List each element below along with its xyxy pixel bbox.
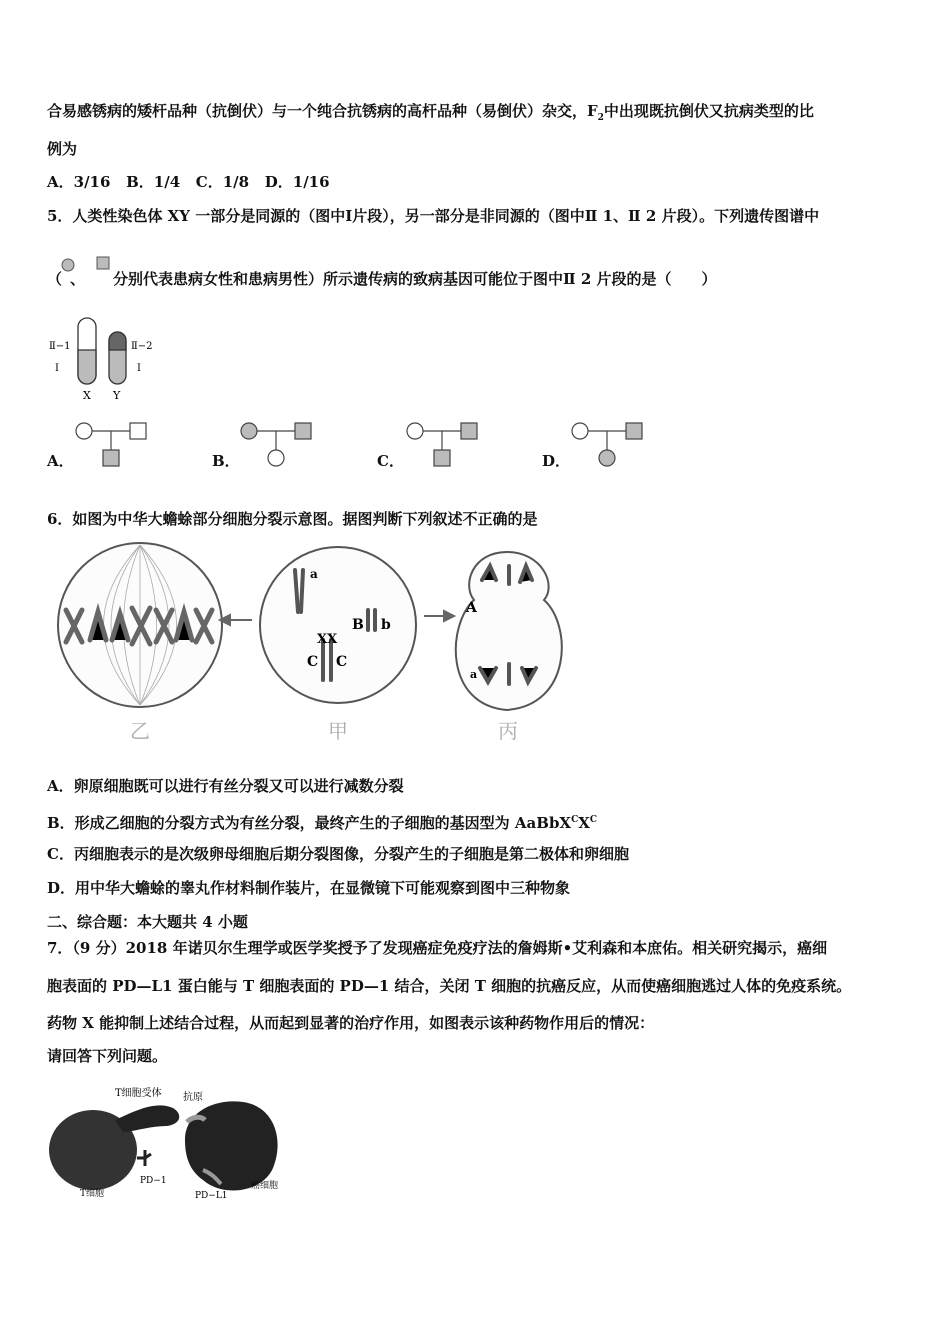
section2-heading: 二、综合题：本大题共 4 小题 [47,913,248,931]
pedigree-b [237,418,317,470]
q6-stem: 6．如图为中华大蟾蜍部分细胞分裂示意图。据图判断下列叙述不正确的是 [47,510,538,528]
q5-option-b[interactable]: B． [212,452,240,470]
affected-male-icon [97,257,109,269]
q6-option-c[interactable]: C．丙细胞表示的是次级卵母细胞后期分裂图像，分裂产生的子细胞是第二极体和卵细胞 [47,845,629,863]
t-cell-receptor [115,1105,179,1132]
arrow-left-icon [220,615,252,625]
xy-chromosome-figure [45,312,165,404]
label-yi: 乙 [130,719,150,743]
q7-line1: 7．（9 分）2018 年诺贝尔生理学或医学奖授予了发现癌症免疫疗法的詹姆斯•艾利森和本庶佑。相关研究揭示，癌细 [47,939,828,957]
tcell-cancer-figure [45,1080,285,1205]
q5-option-a[interactable]: A． [47,452,74,470]
q6-option-d[interactable]: D．用中华大蟾蜍的睾丸作材料制作装片，在显微镜下可能观察到图中三种物象 [47,879,571,897]
y-nonhomologous-segment [109,332,126,350]
cell-bing [456,552,562,710]
cell-jia [260,547,416,703]
x-homologous-segment [78,350,96,384]
sep: 、 [70,270,86,288]
gene-B: B [352,617,364,633]
gene-XX: XX [317,632,338,647]
cell-yi [58,543,222,707]
paren-open: （ [47,270,63,288]
q5-stem2: 分别代表患病女性和患病男性）所示遗传病的致病基因可能位于图中Ⅱ 2 片段的是（ ） [113,270,717,288]
label-bing: 丙 [498,719,518,743]
gene-A: A [466,600,477,616]
label-i-left: Ⅰ [55,363,59,374]
cancer-cell [185,1101,278,1190]
label-jia: 甲 [328,719,348,743]
label-tcell: T细胞 [80,1189,105,1199]
q5-option-c[interactable]: C． [377,452,404,470]
label-antigen: 抗原 [183,1092,203,1103]
pd1-receptor [137,1150,151,1166]
label-pd1: PD−1 [140,1176,167,1186]
q7-line4: 请回答下列问题。 [47,1047,168,1065]
q4-line2: 例为 [47,140,78,158]
label-i-right: Ⅰ [137,363,141,374]
label-ii2: Ⅱ−2 [131,341,153,352]
label-receptor: T细胞受体 [115,1088,162,1099]
label-x: X [83,389,91,402]
q5-option-d[interactable]: D． [542,452,571,470]
cell-division-figure [52,540,582,750]
arrow-right-icon [424,611,454,621]
label-ii1: Ⅱ−1 [49,341,71,352]
q5-stem: 5．人类性染色体 XY 一部分是同源的（图中Ⅰ片段），另一部分是非同源的（图中Ⅱ 1、Ⅱ 2 片段）。下列遗传图谱中 [47,207,820,225]
label-y: Y [113,389,121,402]
gene-a: a [310,567,318,581]
gene-a2: a [470,668,478,681]
pedigree-a [72,418,152,470]
q7-line2: 胞表面的 PD—L1 蛋白能与 T 细胞表面的 PD—1 结合，关闭 T 细胞的抗癌反应，从而使癌细胞逃过人体的免疫系统。 [47,977,852,995]
q4-options: A．3/16 B．1/4 C．1/8 D．1/16 [47,173,330,191]
gene-C2: C [336,654,348,670]
q6-option-a[interactable]: A．卵原细胞既可以进行有丝分裂又可以进行减数分裂 [47,777,404,795]
label-cancer: 癌细胞 [251,1181,279,1191]
q4-line1: 合易感锈病的矮杆品种（抗倒伏）与一个纯合抗锈病的高杆品种（易倒伏）杂交，$F_2$中出现既抗倒伏又抗病类型的比 [47,102,814,123]
gene-b: b [381,617,391,633]
pedigree-d [568,418,648,470]
pedigree-c [403,418,483,470]
q7-line3: 药物 X 能抑制上述结合过程，从而起到显著的治疗作用，如图表示该种药物作用后的情况： [47,1014,655,1032]
gene-C1: C [307,654,319,670]
q5-legend-line [47,269,717,289]
q6-option-b[interactable]: B．形成乙细胞的分裂方式为有丝分裂，最终产生的子细胞的基因型为 $AaBbX^CX^C$ [47,814,598,832]
label-pdl1: PD−L1 [195,1191,228,1201]
